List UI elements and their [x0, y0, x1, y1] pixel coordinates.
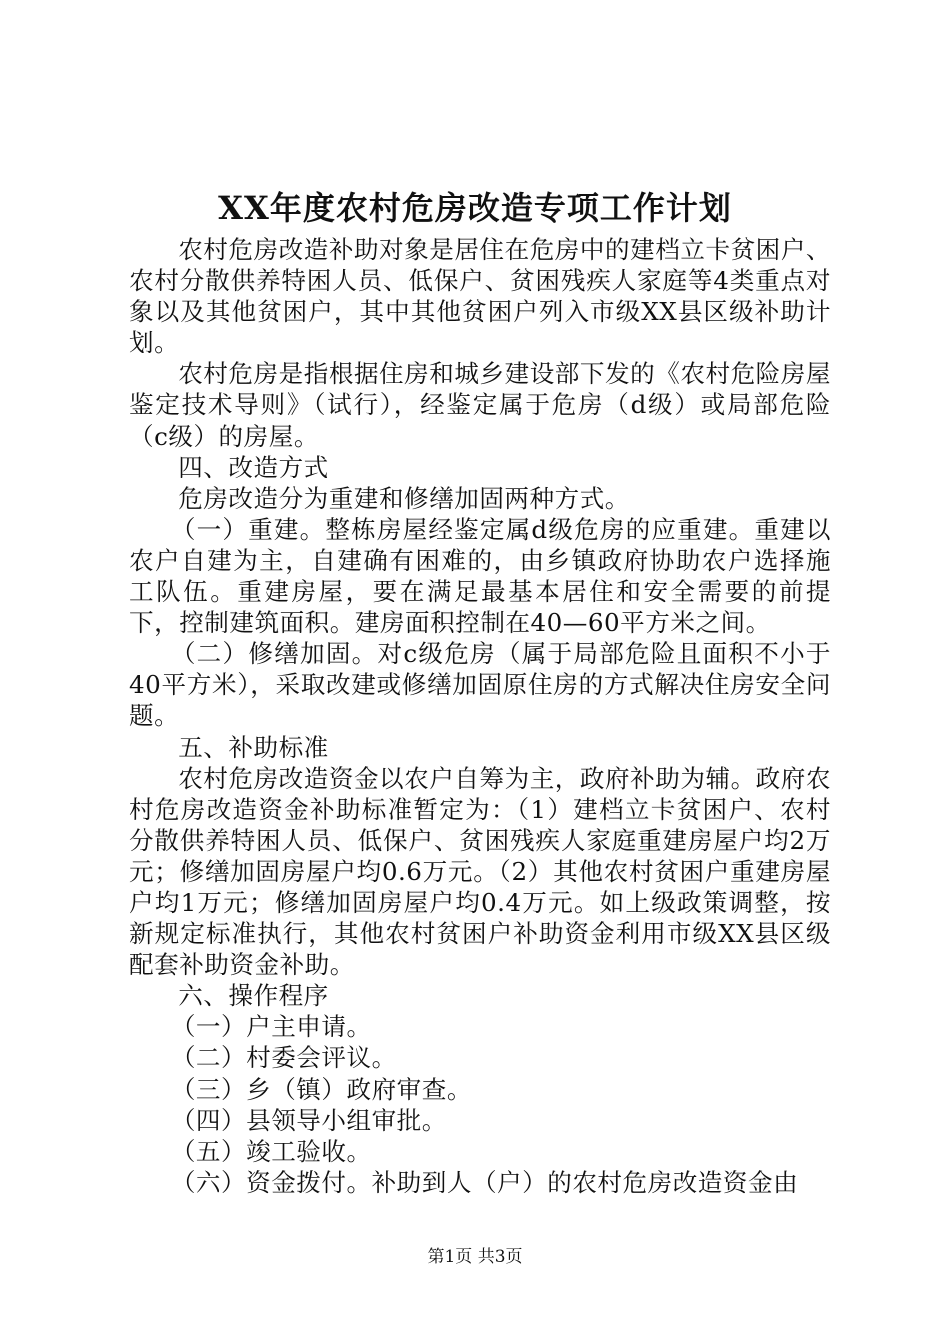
paragraph-rebuild: （一）重建。整栋房屋经鉴定属d级危房的应重建。重建以农户自建为主，自建确有困难的，由乡镇政府协助农户选择施工队伍。重建房屋，要在满足最基本居住和安全需要的前提下，控制建筑面积。建房面积控制在40—60平方米之间。	[129, 514, 831, 638]
document-body	[129, 234, 831, 1198]
procedure-step-3: （三）乡（镇）政府审查。	[170, 1074, 472, 1104]
procedure-step-1: （一）户主申请。	[170, 1012, 372, 1042]
section-heading-renovation-methods: 四、改造方式	[178, 452, 329, 482]
paragraph-repair-reinforce: （二）修缮加固。对c级危房（属于局部危险且面积不小于40平方米），采取改建或修缮加固原住房的方式解决住房安全问题。	[129, 639, 831, 731]
procedure-step-4: （四）县领导小组审批。	[170, 1105, 447, 1135]
paragraph-dangerous-house-definition: 农村危房是指根据住房和城乡建设部下发的《农村危险房屋鉴定技术导则》（试行），经鉴定属于危房（d级）或局部危险（c级）的房屋。	[129, 359, 831, 451]
procedure-step-2: （二）村委会评议。	[170, 1043, 397, 1073]
paragraph-subsidy-standard: 农村危房改造资金以农户自筹为主，政府补助为辅。政府农村危房改造资金补助标准暂定为：（1）建档立卡贫困户、农村分散供养特困人员、低保户、贫困残疾人家庭重建房屋户均2万元；修缮加固房屋户均0.6万元。（2）其他农村贫困户重建房屋户均1万元；修缮加固房屋户均0.4万元。如上级政策调整，按新规定标准执行，其他农村贫困户补助资金利用市级XX县区级配套补助资金补助。	[129, 763, 831, 980]
paragraph-subsidy-targets: 农村危房改造补助对象是居住在危房中的建档立卡贫困户、农村分散供养特困人员、低保户、贫困残疾人家庭等4类重点对象以及其他贫困户，其中其他贫困户列入市级XX县区级补助计划。	[129, 235, 831, 358]
page-footer: 第1页 共3页	[427, 1247, 523, 1267]
section-heading-subsidy-standard: 五、补助标准	[178, 732, 329, 762]
procedure-step-6: （六）资金拨付。补助到人（户）的农村危房改造资金由	[170, 1167, 799, 1197]
paragraph-renovation-methods: 危房改造分为重建和修缮加固两种方式。	[178, 483, 630, 513]
document-title: XX年度农村危房改造专项工作计划	[218, 189, 732, 227]
procedure-step-5: （五）竣工验收。	[170, 1136, 372, 1166]
section-heading-procedure: 六、操作程序	[178, 981, 329, 1011]
